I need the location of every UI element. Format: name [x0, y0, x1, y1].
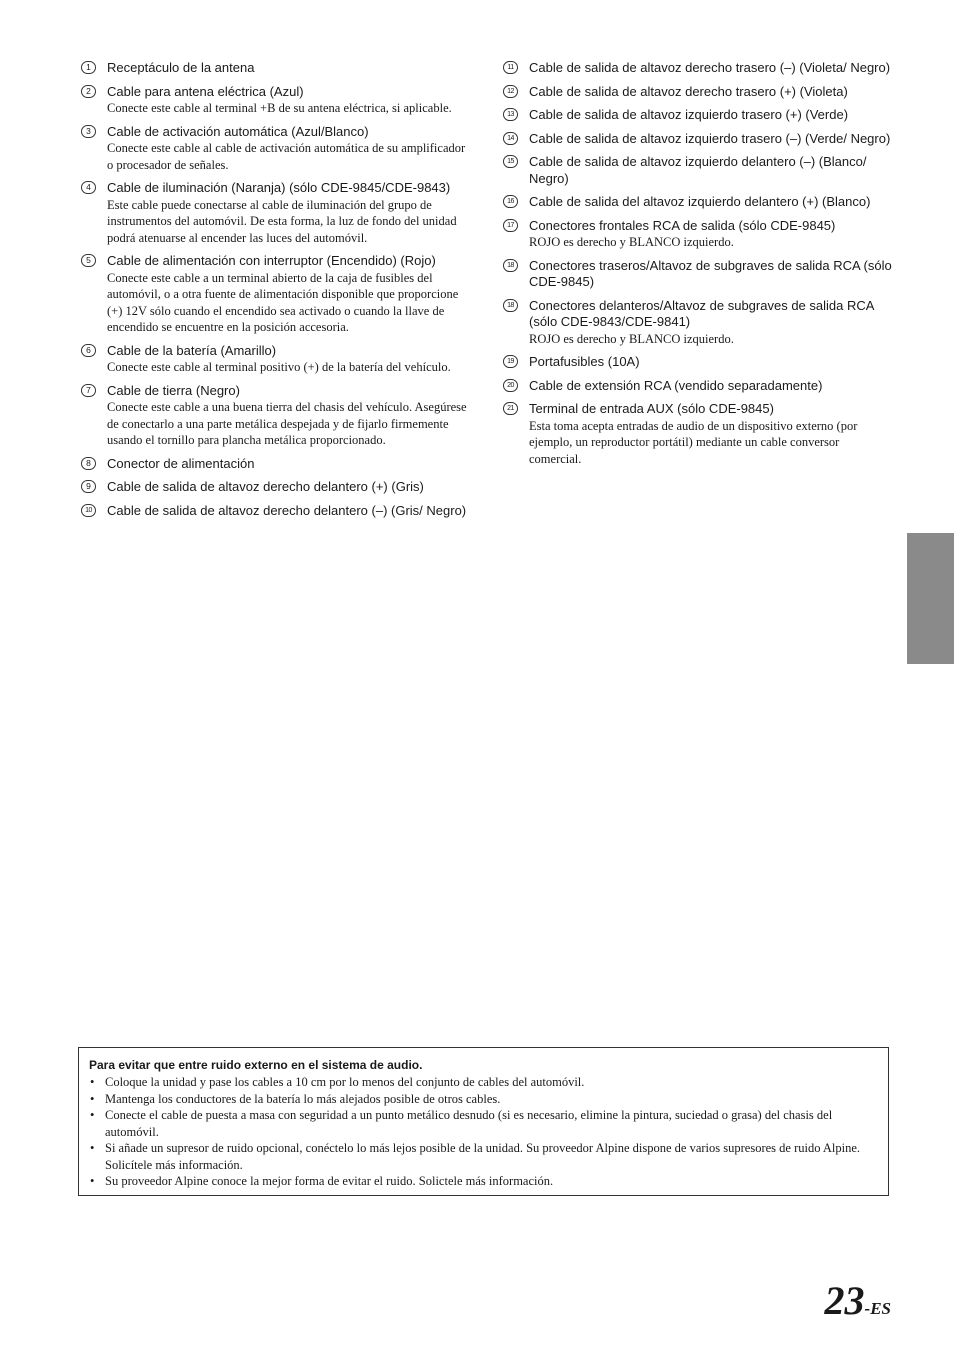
item-title: Cable para antena eléctrica (Azul) — [107, 83, 304, 99]
item-number: 12 — [503, 85, 518, 98]
item-body — [529, 258, 894, 291]
item-number: 11 — [503, 61, 518, 74]
legend-item — [502, 84, 894, 101]
item-description: Este cable puede conectarse al cable de iluminación del grupo de instrumentos del automóvil. De esta forma, la luz de fondo del unidad podrá atenuarse al encender las luces del automóvil. — [107, 197, 457, 245]
item-number: 6 — [81, 344, 96, 357]
noise-note-box — [78, 1047, 889, 1196]
circled-number-icon — [80, 384, 97, 397]
item-number: 21 — [503, 402, 518, 415]
item-body — [107, 343, 472, 376]
item-number: 5 — [81, 254, 96, 267]
item-number: 15 — [503, 155, 518, 168]
item-number: 10 — [81, 504, 96, 517]
legend-item — [80, 343, 472, 376]
item-title: Cable de la batería (Amarillo) — [107, 342, 277, 358]
item-description: Conecte este cable a una buena tierra del chasis del vehículo. Asegúrese de conectarlo a una parte metálica despejada y de fijarlo firmemente usando el tornillo para plancha metálica proporcionado. — [107, 400, 467, 447]
circled-number-icon — [80, 254, 97, 267]
item-body — [529, 194, 894, 211]
legend-item — [80, 503, 472, 520]
legend-item — [502, 107, 894, 124]
item-title: Cable de activación automática (Azul/Blanco) — [107, 123, 369, 139]
page-number — [825, 1277, 891, 1324]
circled-number-icon — [80, 61, 97, 74]
item-title: Conectores traseros/Altavoz de subgraves de salida RCA (sólo CDE-9845) — [529, 257, 892, 289]
legend-item — [502, 401, 894, 467]
circled-number-icon — [502, 155, 519, 168]
item-number: 17 — [503, 219, 518, 232]
legend-item — [80, 253, 472, 336]
legend-item — [80, 479, 472, 496]
item-title: Cable de salida de altavoz izquierdo delantero (–) (Blanco/ Negro) — [529, 154, 867, 186]
note-bullet: • Mantenga los conductores de la batería lo más alejados posible de otros cables. — [89, 1091, 878, 1108]
item-title: Receptáculo de la antena — [107, 60, 255, 75]
item-body — [529, 84, 894, 101]
item-number: 4 — [81, 181, 96, 194]
item-description: Conecte este cable al cable de activación automática de su amplificador o procesador de señales. — [107, 141, 466, 172]
item-body — [529, 131, 894, 148]
item-title: Terminal de entrada AUX (sólo CDE-9845) — [529, 401, 774, 416]
note-bullet: • Su proveedor Alpine conoce la mejor forma de evitar el ruido. Solictele más información. — [89, 1173, 878, 1190]
item-number: 18 — [503, 259, 518, 272]
item-body — [107, 383, 472, 449]
item-body — [529, 154, 894, 187]
item-number: 14 — [503, 132, 518, 145]
item-description: ROJO es derecho y BLANCO izquierdo. — [529, 331, 734, 346]
item-number: 9 — [81, 480, 96, 493]
item-number: 19 — [503, 355, 518, 368]
legend-item — [502, 194, 894, 211]
item-description: Esta toma acepta entradas de audio de un dispositivo externo (por ejemplo, un reproductor portátil) mediante un cable conversor comercial. — [529, 418, 858, 466]
item-title: Cable de extensión RCA (vendido separadamente) — [529, 377, 823, 393]
item-number: 18 — [503, 299, 518, 312]
legend-item — [80, 383, 472, 449]
legend-item — [502, 298, 894, 348]
circled-number-icon — [502, 379, 519, 392]
circled-number-icon — [80, 457, 97, 470]
circled-number-icon — [502, 85, 519, 98]
section-side-tab — [907, 533, 954, 664]
legend-item — [80, 60, 472, 77]
legend-item — [502, 218, 894, 251]
circled-number-icon — [80, 85, 97, 98]
page-number-digits: 23 — [824, 1278, 865, 1323]
left-column — [80, 60, 472, 526]
circled-number-icon — [502, 355, 519, 368]
item-body — [529, 378, 894, 395]
note-bullet-list — [89, 1074, 878, 1190]
item-body — [107, 253, 472, 336]
item-body — [107, 60, 472, 77]
circled-number-icon — [502, 108, 519, 121]
item-number: 13 — [503, 108, 518, 121]
legend-item — [80, 180, 472, 246]
item-title: Cable de tierra (Negro) — [107, 382, 240, 398]
legend-item — [502, 258, 894, 291]
item-body — [529, 60, 894, 77]
item-number: 2 — [81, 85, 96, 98]
circled-number-icon — [80, 125, 97, 138]
legend-item — [502, 131, 894, 148]
item-description: Conecte este cable al terminal +B de su antena eléctrica, si aplicable. — [107, 101, 452, 115]
note-title: Para evitar que entre ruido externo en el sistema de audio. — [89, 1058, 423, 1072]
circled-number-icon — [80, 504, 97, 517]
note-bullet: • Si añade un supresor de ruido opcional, conéctelo lo más lejos posible de la unidad. Su proveedor Alpine dispone de varios supresores de ruido Alpine. Solicítele más información. — [89, 1140, 878, 1173]
item-title: Portafusibles (10A) — [529, 354, 640, 369]
item-body — [529, 107, 894, 124]
legend-item — [502, 154, 894, 187]
note-bullet: • Conecte el cable de puesta a masa con seguridad a un punto metálico desnudo (si es necesario, elimine la pintura, suciedad o grasa) del chasis del automóvil. — [89, 1107, 878, 1140]
right-column — [502, 60, 894, 474]
item-description: ROJO es derecho y BLANCO izquierdo. — [529, 235, 734, 249]
circled-number-icon — [502, 61, 519, 74]
item-number: 1 — [81, 61, 96, 74]
legend-item — [502, 60, 894, 77]
item-number: 7 — [81, 384, 96, 397]
legend-item — [502, 378, 894, 395]
item-title: Conectores delanteros/Altavoz de subgraves de salida RCA (sólo CDE-9843/CDE-9841) — [529, 297, 874, 329]
circled-number-icon — [80, 480, 97, 493]
item-number: 3 — [81, 125, 96, 138]
circled-number-icon — [502, 132, 519, 145]
circled-number-icon — [502, 195, 519, 208]
note-bullet: • Coloque la unidad y pase los cables a 10 cm por lo menos del conjunto de cables del automóvil. — [89, 1074, 878, 1091]
item-title: Conector de alimentación — [107, 455, 255, 471]
circled-number-icon — [502, 259, 519, 272]
item-title: Cable de salida de altavoz derecho trasero (+) (Violeta) — [529, 83, 848, 99]
page-number-suffix: -ES — [864, 1299, 891, 1318]
item-title: Cable de salida del altavoz izquierdo delantero (+) (Blanco) — [529, 194, 871, 209]
item-title: Cable de salida de altavoz izquierdo trasero (–) (Verde/ Negro) — [529, 130, 891, 146]
item-description: Conecte este cable al terminal positivo (+) de la batería del vehículo. — [107, 360, 451, 374]
item-title: Cable de salida de altavoz izquierdo trasero (+) (Verde) — [529, 107, 849, 122]
circled-number-icon — [502, 219, 519, 232]
item-title: Cable de alimentación con interruptor (Encendido) (Rojo) — [107, 253, 436, 268]
item-title: Cable de iluminación (Naranja) (sólo CDE-9845/CDE-9843) — [107, 180, 451, 195]
item-body — [107, 503, 472, 520]
item-body — [107, 456, 472, 473]
item-body — [107, 84, 472, 117]
circled-number-icon — [502, 299, 519, 312]
item-body — [107, 479, 472, 496]
circled-number-icon — [80, 344, 97, 357]
item-body — [529, 298, 894, 348]
legend-item — [80, 84, 472, 117]
item-description: Conecte este cable a un terminal abierto de la caja de fusibles del automóvil, o a otra fuente de alimentación disponible que proporcione (+) 12V sólo cuando el encendido sea activado o cuando la llave de encendido se encuentre en la posición accesoria. — [107, 270, 459, 334]
item-body — [107, 180, 472, 246]
item-body — [529, 401, 894, 467]
item-number: 8 — [81, 457, 96, 470]
item-body — [107, 124, 472, 174]
legend-item — [80, 456, 472, 473]
item-body — [529, 218, 894, 251]
item-number: 16 — [503, 195, 518, 208]
circled-number-icon — [502, 402, 519, 415]
item-title: Cable de salida de altavoz derecho delantero (+) (Gris) — [107, 479, 424, 494]
legend-item — [502, 354, 894, 371]
legend-item — [80, 124, 472, 174]
item-number: 20 — [503, 379, 518, 392]
item-body — [529, 354, 894, 371]
item-title: Conectores frontales RCA de salida (sólo CDE-9845) — [529, 217, 836, 233]
item-title: Cable de salida de altavoz derecho trasero (–) (Violeta/ Negro) — [529, 60, 891, 75]
circled-number-icon — [80, 181, 97, 194]
item-title: Cable de salida de altavoz derecho delantero (–) (Gris/ Negro) — [107, 502, 467, 518]
